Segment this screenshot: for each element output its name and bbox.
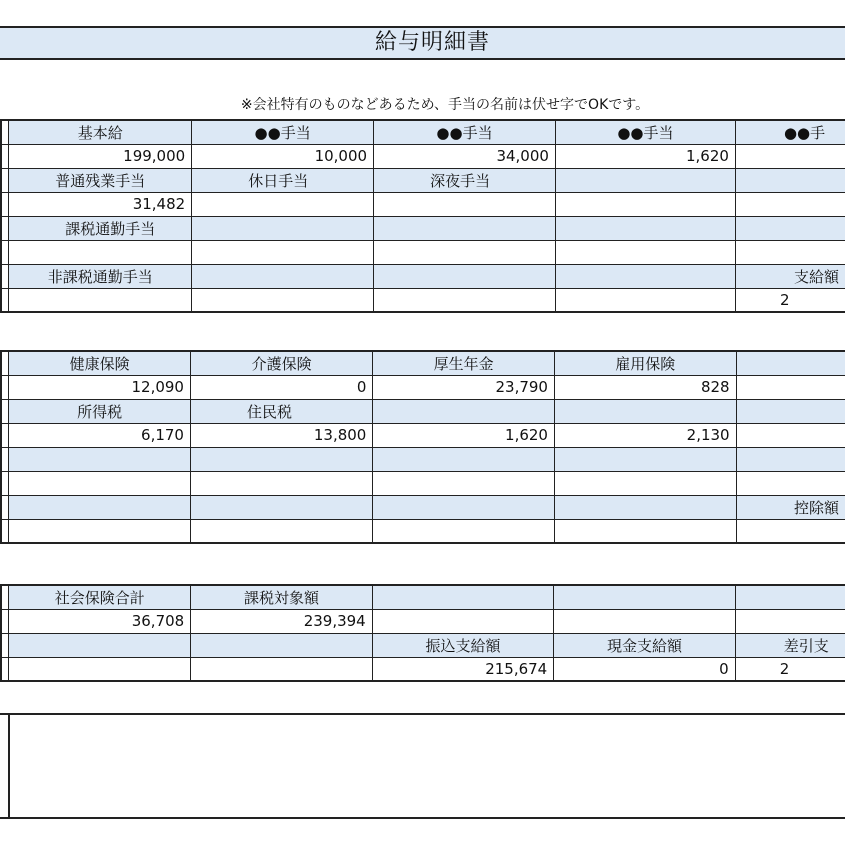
payments-row bbox=[1, 144, 845, 168]
totals-label-cell: 振込支給額 bbox=[372, 633, 554, 657]
payments-value-cell[interactable] bbox=[192, 240, 374, 264]
deductions-label-cell bbox=[373, 447, 555, 471]
deductions-value-cell[interactable]: 1,620 bbox=[373, 423, 555, 447]
payments-value-cell[interactable]: 10,000 bbox=[192, 144, 374, 168]
deductions-value-cell[interactable]: 12,090 bbox=[9, 375, 191, 399]
payments-value-cell[interactable] bbox=[735, 240, 845, 264]
deductions-row bbox=[1, 351, 845, 375]
note-text: ※会社特有のものなどあるため、手当の名前は伏せ字でOKです。 bbox=[240, 97, 650, 113]
payments-value-cell[interactable] bbox=[192, 192, 374, 216]
deductions-value-cell[interactable] bbox=[736, 375, 845, 399]
payments-value-cell[interactable]: 199,000 bbox=[9, 144, 192, 168]
payments-row bbox=[1, 264, 845, 288]
payments-label-cell bbox=[192, 264, 374, 288]
deductions-value-cell[interactable]: 828 bbox=[554, 375, 736, 399]
row-margin bbox=[1, 216, 9, 240]
payments-value-cell[interactable] bbox=[9, 240, 192, 264]
deductions-label-cell: 所得税 bbox=[9, 399, 191, 423]
payments-value-cell[interactable] bbox=[374, 288, 556, 312]
totals-row bbox=[1, 585, 845, 609]
deductions-label-cell bbox=[554, 447, 736, 471]
payments-label-cell: ●●手当 bbox=[192, 120, 374, 144]
totals-label-cell: 現金支給額 bbox=[554, 633, 736, 657]
payments-value-cell[interactable] bbox=[374, 240, 556, 264]
payments-label-cell bbox=[374, 216, 556, 240]
payments-value-cell[interactable] bbox=[555, 288, 735, 312]
totals-value-cell[interactable]: 36,708 bbox=[9, 609, 191, 633]
deductions-row bbox=[1, 399, 845, 423]
deductions-row bbox=[1, 495, 845, 519]
row-margin bbox=[1, 120, 9, 144]
deductions-label-cell bbox=[736, 447, 845, 471]
totals-value-cell[interactable] bbox=[372, 609, 554, 633]
deductions-label-cell: 厚生年金 bbox=[373, 351, 555, 375]
totals-label-cell bbox=[735, 585, 845, 609]
payments-label-cell: 基本給 bbox=[9, 120, 192, 144]
payments-value-cell[interactable]: 34,000 bbox=[374, 144, 556, 168]
payments-label-cell bbox=[735, 168, 845, 192]
row-margin bbox=[1, 240, 9, 264]
deductions-value-cell[interactable]: 0 bbox=[190, 375, 372, 399]
payments-label-cell bbox=[735, 216, 845, 240]
totals-label-cell bbox=[9, 633, 191, 657]
row-margin bbox=[1, 495, 9, 519]
payments-value-cell[interactable]: 2 bbox=[735, 288, 845, 312]
payments-label-cell: 課税通勤手当 bbox=[9, 216, 192, 240]
row-margin bbox=[1, 192, 9, 216]
payments-label-cell: ●●手 bbox=[735, 120, 845, 144]
row-margin bbox=[1, 288, 9, 312]
deductions-value-cell[interactable]: 6,170 bbox=[9, 423, 191, 447]
deductions-row bbox=[1, 471, 845, 495]
row-margin bbox=[1, 144, 9, 168]
payments-value-cell[interactable]: 1,620 bbox=[555, 144, 735, 168]
deductions-value-cell[interactable]: 13,800 bbox=[190, 423, 372, 447]
row-margin bbox=[1, 351, 9, 375]
row-margin bbox=[1, 264, 9, 288]
payments-value-cell[interactable] bbox=[555, 192, 735, 216]
payments-value-cell[interactable] bbox=[735, 192, 845, 216]
payments-label-cell: 深夜手当 bbox=[374, 168, 556, 192]
totals-value-cell[interactable] bbox=[735, 609, 845, 633]
totals-value-cell[interactable] bbox=[554, 609, 736, 633]
deductions-value-cell[interactable] bbox=[736, 519, 845, 543]
deductions-label-cell bbox=[9, 495, 191, 519]
row-margin bbox=[1, 657, 9, 681]
totals-label-cell: 差引支 bbox=[735, 633, 845, 657]
totals-row bbox=[1, 609, 845, 633]
deductions-label-cell: 介護保険 bbox=[190, 351, 372, 375]
payments-value-cell[interactable] bbox=[555, 240, 735, 264]
deductions-value-cell[interactable] bbox=[736, 423, 845, 447]
deductions-value-cell[interactable] bbox=[736, 471, 845, 495]
payments-row bbox=[1, 192, 845, 216]
payments-label-cell: 支給額 bbox=[735, 264, 845, 288]
totals-label-cell: 社会保険合計 bbox=[9, 585, 191, 609]
deductions-label-cell: 控除額 bbox=[736, 495, 845, 519]
payments-label-cell bbox=[192, 216, 374, 240]
totals-value-cell[interactable]: 215,674 bbox=[372, 657, 554, 681]
row-margin bbox=[1, 423, 9, 447]
payments-row bbox=[1, 240, 845, 264]
totals-label-cell bbox=[554, 585, 736, 609]
deductions-row bbox=[1, 447, 845, 471]
page-title: 給与明細書 bbox=[374, 30, 490, 55]
deductions-label-cell bbox=[9, 447, 191, 471]
deductions-value-cell[interactable] bbox=[9, 471, 191, 495]
totals-value-cell[interactable]: 0 bbox=[554, 657, 736, 681]
deductions-label-cell: 住民税 bbox=[190, 399, 372, 423]
memo-left-strip bbox=[0, 715, 10, 817]
row-margin bbox=[1, 633, 9, 657]
payments-label-cell: 休日手当 bbox=[192, 168, 374, 192]
payments-label-cell: 普通残業手当 bbox=[9, 168, 192, 192]
deductions-value-cell[interactable]: 2,130 bbox=[554, 423, 736, 447]
payments-table bbox=[0, 119, 845, 313]
totals-value-cell[interactable] bbox=[191, 657, 373, 681]
deductions-label-cell bbox=[373, 399, 555, 423]
title-bar bbox=[0, 26, 845, 60]
deductions-label-cell bbox=[554, 495, 736, 519]
deductions-label-cell bbox=[736, 351, 845, 375]
payments-row bbox=[1, 168, 845, 192]
row-margin bbox=[1, 447, 9, 471]
deductions-table bbox=[0, 350, 845, 544]
payments-row bbox=[1, 120, 845, 144]
totals-label-cell bbox=[372, 585, 554, 609]
deductions-label-cell: 健康保険 bbox=[9, 351, 191, 375]
row-margin bbox=[1, 471, 9, 495]
deductions-label-cell bbox=[373, 495, 555, 519]
payments-label-cell bbox=[555, 216, 735, 240]
payments-value-cell[interactable] bbox=[192, 288, 374, 312]
deductions-value-cell[interactable] bbox=[554, 471, 736, 495]
row-margin bbox=[1, 519, 9, 543]
payments-row bbox=[1, 288, 845, 312]
deductions-value-cell[interactable] bbox=[554, 519, 736, 543]
totals-value-cell[interactable]: 239,394 bbox=[191, 609, 373, 633]
deductions-label-cell bbox=[554, 399, 736, 423]
totals-table bbox=[0, 584, 845, 682]
payments-label-cell: 非課税通勤手当 bbox=[9, 264, 192, 288]
deductions-label-cell bbox=[190, 495, 372, 519]
row-margin bbox=[1, 168, 9, 192]
totals-label-cell bbox=[191, 633, 373, 657]
payments-label-cell: ●●手当 bbox=[555, 120, 735, 144]
row-margin bbox=[1, 585, 9, 609]
deductions-row bbox=[1, 375, 845, 399]
totals-label-cell: 課税対象額 bbox=[191, 585, 373, 609]
deductions-value-cell[interactable] bbox=[373, 519, 555, 543]
deductions-row bbox=[1, 423, 845, 447]
deductions-label-cell bbox=[190, 447, 372, 471]
payments-value-cell[interactable] bbox=[9, 288, 192, 312]
payments-value-cell[interactable]: 31,482 bbox=[9, 192, 192, 216]
row-margin bbox=[1, 375, 9, 399]
deductions-value-cell[interactable] bbox=[190, 519, 372, 543]
payments-label-cell bbox=[374, 264, 556, 288]
payments-label-cell bbox=[555, 168, 735, 192]
deductions-value-cell[interactable] bbox=[373, 471, 555, 495]
payments-label-cell bbox=[555, 264, 735, 288]
payments-label-cell: ●●手当 bbox=[374, 120, 556, 144]
totals-value-cell[interactable] bbox=[9, 657, 191, 681]
totals-row bbox=[1, 633, 845, 657]
deductions-label-cell: 雇用保険 bbox=[554, 351, 736, 375]
payments-value-cell[interactable] bbox=[374, 192, 556, 216]
memo-box[interactable] bbox=[0, 713, 845, 819]
row-margin bbox=[1, 609, 9, 633]
deductions-value-cell[interactable]: 23,790 bbox=[373, 375, 555, 399]
deductions-row bbox=[1, 519, 845, 543]
deductions-label-cell bbox=[736, 399, 845, 423]
deductions-value-cell[interactable] bbox=[190, 471, 372, 495]
payments-row bbox=[1, 216, 845, 240]
payments-value-cell[interactable] bbox=[735, 144, 845, 168]
totals-row bbox=[1, 657, 845, 681]
deductions-value-cell[interactable] bbox=[9, 519, 191, 543]
totals-value-cell[interactable]: 2 bbox=[735, 657, 845, 681]
row-margin bbox=[1, 399, 9, 423]
